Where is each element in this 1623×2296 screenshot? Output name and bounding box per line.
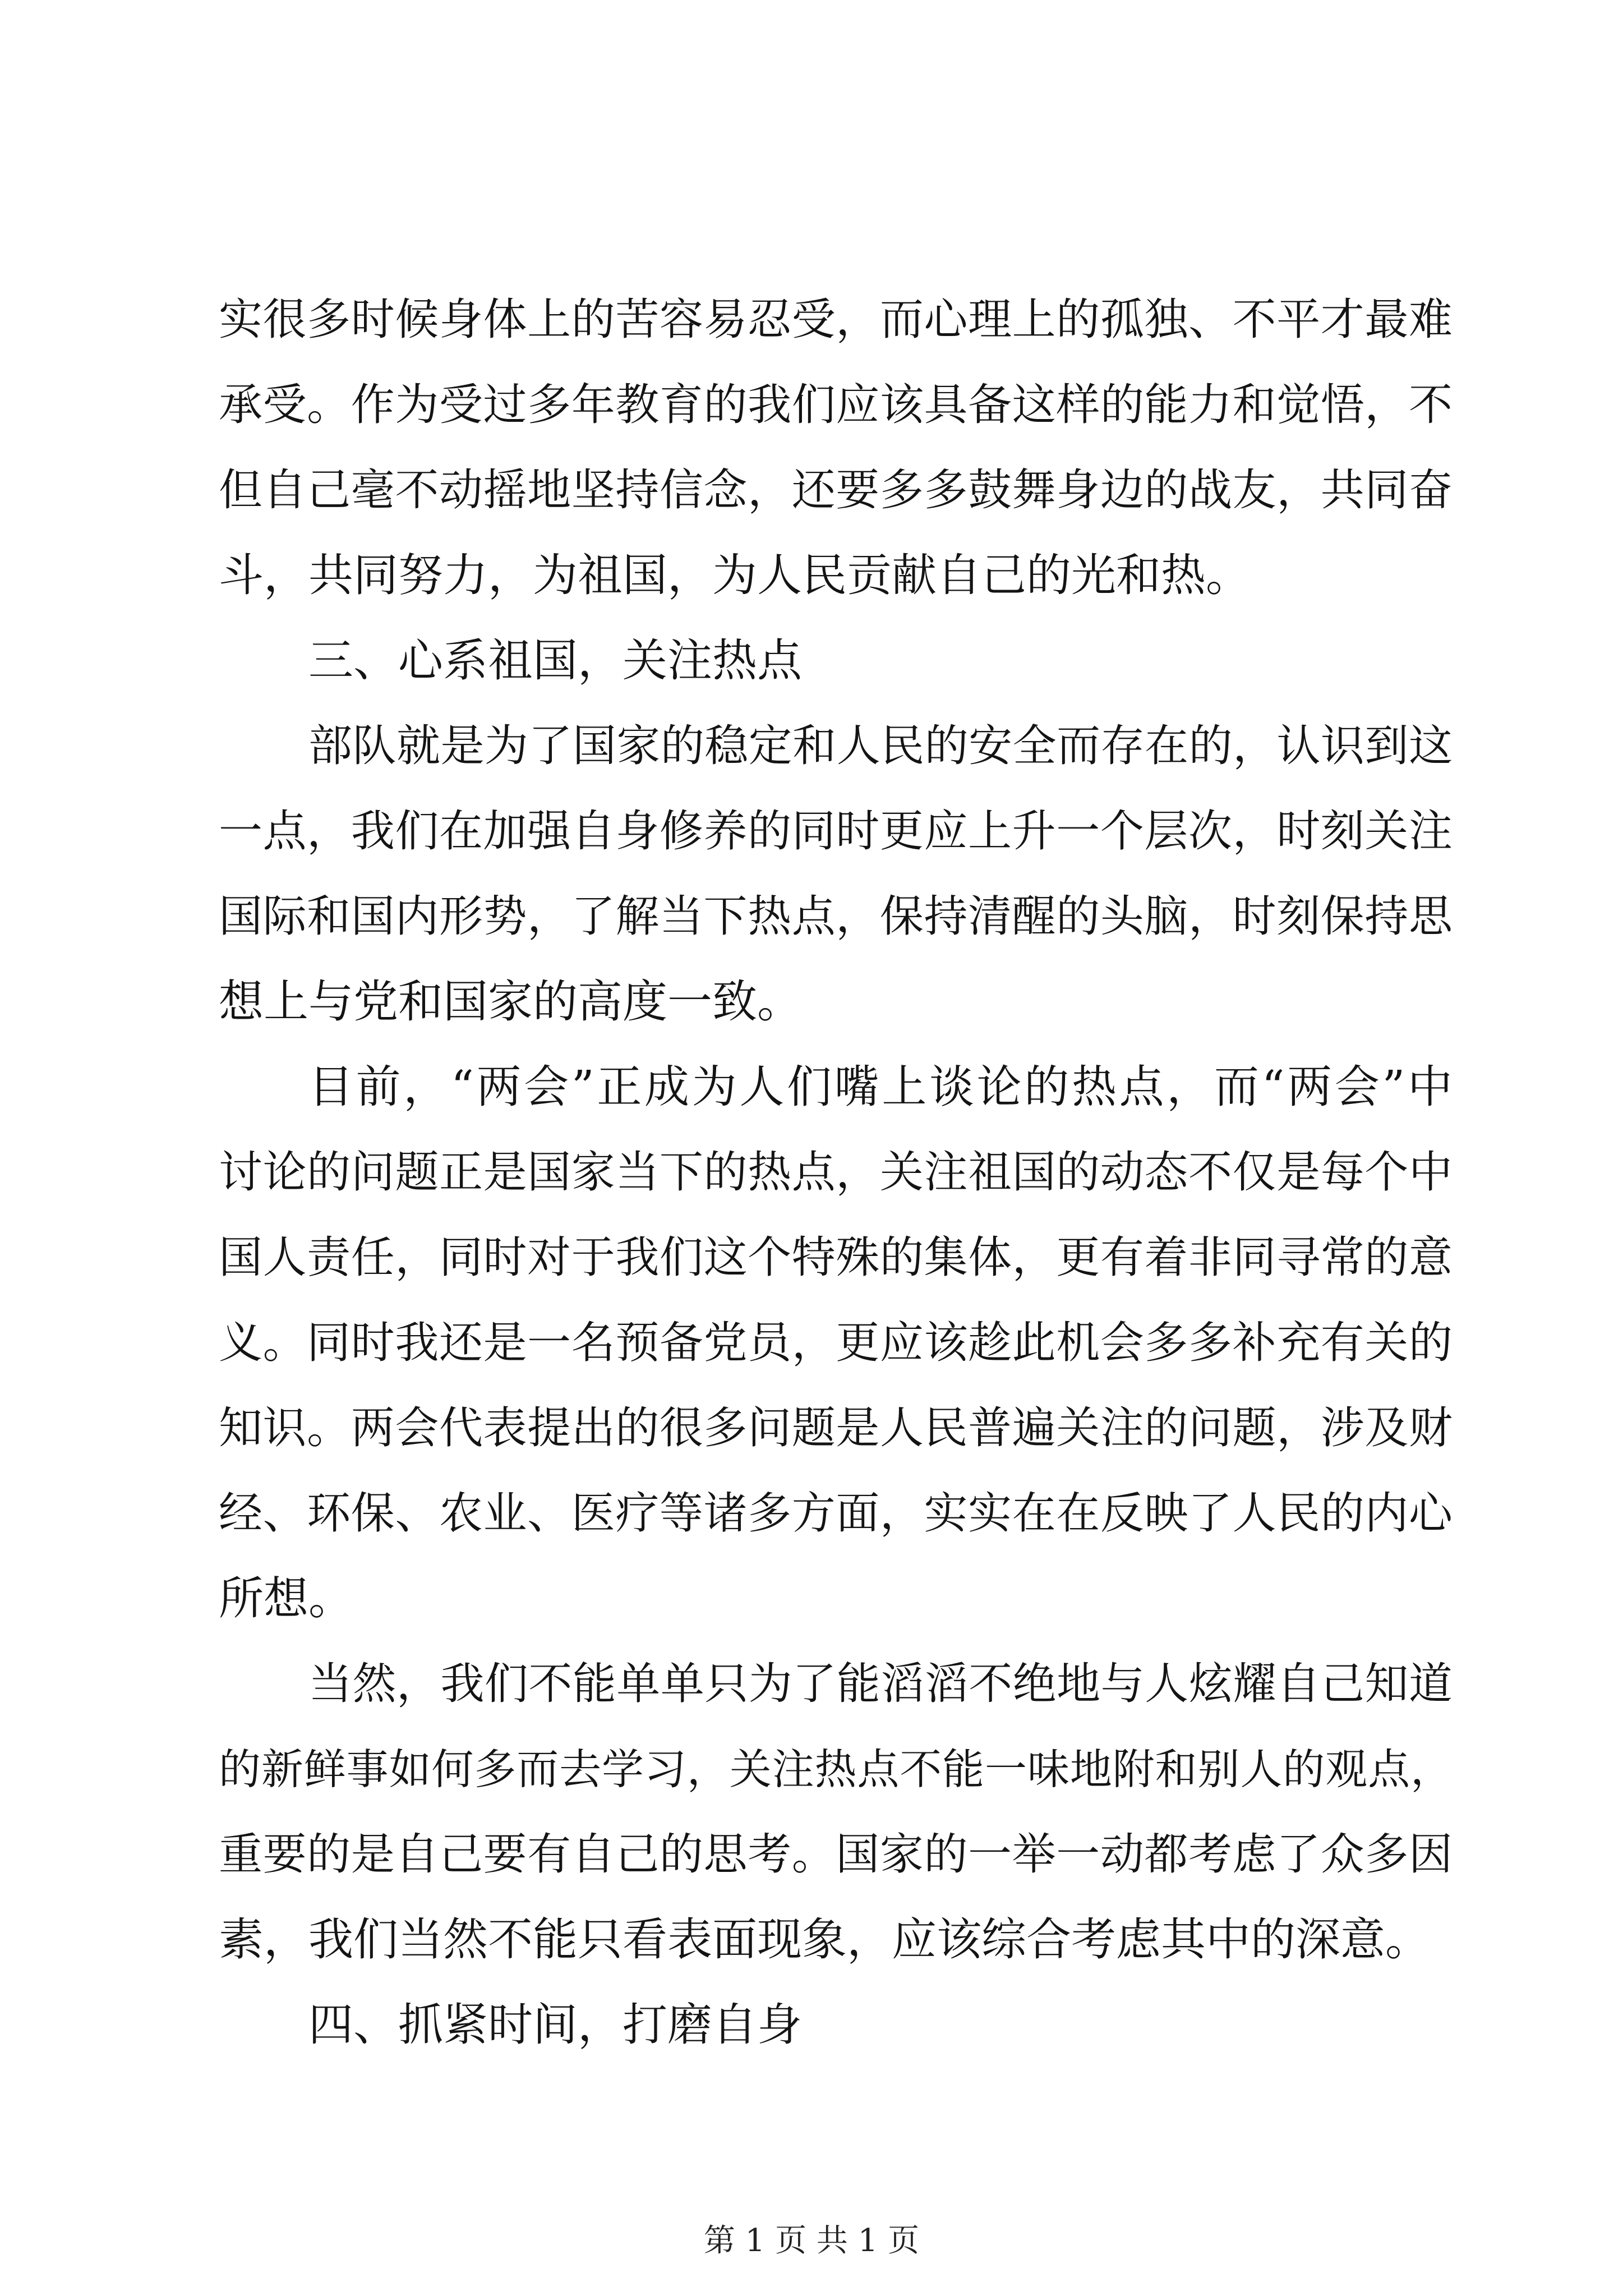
body-text-line: 重要的是自己要有自己的思考。国家的一举一动都考虑了众多因 bbox=[219, 1829, 1453, 1880]
body-text-line: 经、环保、农业、医疗等诸多方面，实实在在反映了人民的内心 bbox=[219, 1488, 1453, 1539]
body-text-line: 想上与党和国家的高度一致。 bbox=[219, 976, 802, 1028]
section-heading: 四、抓紧时间，打磨自身 bbox=[308, 1999, 802, 2051]
page-footer: 第 1 页 共 1 页 bbox=[703, 2223, 920, 2259]
body-text-line: 当然，我们不能单单只为了能滔滔不绝地与人炫耀自己知道 bbox=[308, 1659, 1453, 1709]
body-text-line: 所想。 bbox=[219, 1572, 353, 1625]
body-text-line: 实很多时候身体上的苦容易忍受，而心理上的孤独、不平才最难 bbox=[219, 295, 1453, 345]
section-heading: 三、心系祖国，关注热点 bbox=[308, 634, 802, 687]
body-text-line: 义。同时我还是一名预备党员，更应该趁此机会多多补充有关的 bbox=[219, 1318, 1453, 1368]
body-text-line: 国际和国内形势，了解当下热点，保持清醒的头脑，时刻保持思 bbox=[219, 891, 1453, 942]
body-text-line: 一点，我们在加强自身修养的同时更应上升一个层次，时刻关注 bbox=[219, 806, 1453, 857]
body-text-line: 的新鲜事如何多而去学习，关注热点不能一味地附和别人的观点， bbox=[219, 1745, 1453, 1794]
body-text-line: 部队就是为了国家的稳定和人民的安全而存在的，认识到这 bbox=[308, 721, 1453, 771]
body-text-line: 知识。两会代表提出的很多问题是人民普遍关注的问题，涉及财 bbox=[219, 1403, 1453, 1453]
body-text-line: 斗，共同努力，为祖国，为人民贡献自己的光和热。 bbox=[219, 549, 1251, 601]
body-text-line: 承受。作为受过多年教育的我们应该具备这样的能力和觉悟，不 bbox=[219, 380, 1453, 430]
body-text-line: 目前，“两会”正成为人们嘴上谈论的热点，而“两会”中 bbox=[308, 1061, 1453, 1113]
body-text-line: 国人责任，同时对于我们这个特殊的集体，更有着非同寻常的意 bbox=[219, 1232, 1453, 1283]
body-text-line: 讨论的问题正是国家当下的热点，关注祖国的动态不仅是每个中 bbox=[219, 1147, 1453, 1198]
body-text-line: 素，我们当然不能只看表面现象，应该综合考虑其中的深意。 bbox=[219, 1913, 1430, 1966]
body-text-line: 但自己毫不动摇地坚持信念，还要多多鼓舞身边的战友，共同奋 bbox=[219, 465, 1453, 516]
